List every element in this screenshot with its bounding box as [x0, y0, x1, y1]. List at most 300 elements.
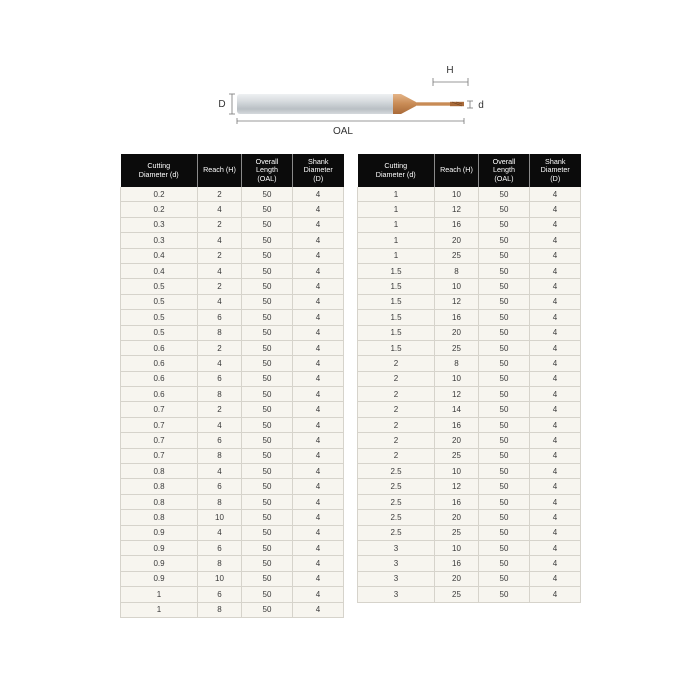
- cell-shank-diameter: 4: [530, 510, 581, 525]
- cell-reach: 8: [198, 325, 242, 340]
- cell-cutting-diameter: 0.2: [121, 187, 198, 202]
- cell-overall-length: 50: [479, 417, 530, 432]
- cell-reach: 4: [198, 263, 242, 278]
- table-row: [121, 510, 344, 525]
- table-row: [121, 540, 344, 555]
- cell-overall-length: 50: [479, 448, 530, 463]
- cell-overall-length: 50: [242, 433, 293, 448]
- cell-overall-length: 50: [242, 248, 293, 263]
- cell-overall-length: 50: [479, 263, 530, 278]
- cell-reach: 20: [435, 433, 479, 448]
- cell-shank-diameter: 4: [530, 217, 581, 232]
- table-row: [358, 494, 581, 509]
- cell-cutting-diameter: 1.5: [358, 325, 435, 340]
- cell-overall-length: 50: [479, 217, 530, 232]
- specs-table-left: [120, 154, 344, 618]
- cell-cutting-diameter: 2: [358, 433, 435, 448]
- table-row: [121, 494, 344, 509]
- table-row: [121, 233, 344, 248]
- cell-overall-length: 50: [479, 202, 530, 217]
- table-row: [121, 217, 344, 232]
- cell-cutting-diameter: 0.9: [121, 525, 198, 540]
- cell-reach: 2: [198, 340, 242, 355]
- cell-reach: 12: [435, 294, 479, 309]
- cell-overall-length: 50: [242, 279, 293, 294]
- table-row: [358, 263, 581, 278]
- cell-shank-diameter: 4: [530, 279, 581, 294]
- cell-reach: 6: [198, 310, 242, 325]
- cell-shank-diameter: 4: [293, 279, 344, 294]
- cell-reach: 8: [198, 602, 242, 617]
- table-row: [358, 402, 581, 417]
- cell-overall-length: 50: [479, 187, 530, 202]
- cell-cutting-diameter: 0.9: [121, 540, 198, 555]
- cell-overall-length: 50: [242, 494, 293, 509]
- table-row: [121, 187, 344, 202]
- cell-shank-diameter: 4: [293, 340, 344, 355]
- table-row: [358, 556, 581, 571]
- shank: [237, 94, 395, 114]
- cell-shank-diameter: 4: [530, 202, 581, 217]
- cell-shank-diameter: 4: [293, 448, 344, 463]
- cell-shank-diameter: 4: [530, 494, 581, 509]
- cell-reach: 6: [198, 433, 242, 448]
- cell-reach: 8: [198, 494, 242, 509]
- cell-cutting-diameter: 2: [358, 402, 435, 417]
- cell-overall-length: 50: [242, 325, 293, 340]
- header-reach: Reach (H): [198, 154, 242, 187]
- cell-cutting-diameter: 2: [358, 371, 435, 386]
- table-row: [121, 602, 344, 617]
- table-row: [358, 448, 581, 463]
- cell-shank-diameter: 4: [293, 248, 344, 263]
- cell-overall-length: 50: [242, 356, 293, 371]
- cell-reach: 2: [198, 187, 242, 202]
- label-D: D: [218, 99, 226, 110]
- cell-shank-diameter: 4: [530, 310, 581, 325]
- table-row: [358, 340, 581, 355]
- cell-shank-diameter: 4: [293, 356, 344, 371]
- cell-overall-length: 50: [242, 479, 293, 494]
- cell-shank-diameter: 4: [293, 464, 344, 479]
- cell-shank-diameter: 4: [293, 417, 344, 432]
- table-row: [358, 525, 581, 540]
- table-row: [358, 417, 581, 432]
- cell-overall-length: 50: [242, 340, 293, 355]
- cell-shank-diameter: 4: [530, 356, 581, 371]
- cell-cutting-diameter: 2.5: [358, 479, 435, 494]
- cell-reach: 10: [435, 187, 479, 202]
- cell-overall-length: 50: [479, 433, 530, 448]
- cell-shank-diameter: 4: [293, 587, 344, 602]
- table-row: [121, 525, 344, 540]
- table-row: [358, 248, 581, 263]
- table-row: [358, 387, 581, 402]
- cell-overall-length: 50: [242, 448, 293, 463]
- cell-cutting-diameter: 1: [121, 602, 198, 617]
- table-row: [358, 571, 581, 586]
- table-row: [121, 248, 344, 263]
- table-row: [358, 464, 581, 479]
- header-reach: Reach (H): [435, 154, 479, 187]
- header-cutting-diameter: Cutting Diameter (d): [358, 154, 435, 187]
- cell-overall-length: 50: [242, 556, 293, 571]
- cell-cutting-diameter: 1: [358, 202, 435, 217]
- header-cutting-diameter: Cutting Diameter (d): [121, 154, 198, 187]
- cell-overall-length: 50: [242, 371, 293, 386]
- cell-shank-diameter: 4: [293, 187, 344, 202]
- cell-reach: 20: [435, 325, 479, 340]
- cell-cutting-diameter: 0.5: [121, 310, 198, 325]
- cell-reach: 8: [198, 448, 242, 463]
- cell-reach: 16: [435, 217, 479, 232]
- cell-reach: 6: [198, 479, 242, 494]
- cell-cutting-diameter: 0.5: [121, 325, 198, 340]
- cell-reach: 8: [198, 387, 242, 402]
- cell-shank-diameter: 4: [293, 433, 344, 448]
- cell-shank-diameter: 4: [530, 587, 581, 602]
- cell-overall-length: 50: [242, 294, 293, 309]
- cell-reach: 8: [198, 556, 242, 571]
- cell-shank-diameter: 4: [293, 525, 344, 540]
- cell-cutting-diameter: 0.3: [121, 233, 198, 248]
- table-row: [121, 587, 344, 602]
- table-row: [121, 202, 344, 217]
- cell-overall-length: 50: [242, 571, 293, 586]
- cell-reach: 25: [435, 448, 479, 463]
- cell-shank-diameter: 4: [293, 494, 344, 509]
- cell-shank-diameter: 4: [530, 387, 581, 402]
- cell-reach: 25: [435, 525, 479, 540]
- cell-overall-length: 50: [479, 310, 530, 325]
- cell-shank-diameter: 4: [293, 325, 344, 340]
- table-row: [121, 340, 344, 355]
- cell-reach: 4: [198, 233, 242, 248]
- cell-cutting-diameter: 0.5: [121, 279, 198, 294]
- cell-overall-length: 50: [242, 417, 293, 432]
- cell-overall-length: 50: [479, 371, 530, 386]
- cell-shank-diameter: 4: [293, 294, 344, 309]
- cell-cutting-diameter: 1.5: [358, 279, 435, 294]
- cell-reach: 4: [198, 464, 242, 479]
- cell-cutting-diameter: 1.5: [358, 263, 435, 278]
- cell-shank-diameter: 4: [530, 448, 581, 463]
- cell-shank-diameter: 4: [530, 540, 581, 555]
- table-row: [358, 371, 581, 386]
- cell-shank-diameter: 4: [530, 263, 581, 278]
- cell-reach: 16: [435, 494, 479, 509]
- table-row: [358, 433, 581, 448]
- table-row: [121, 310, 344, 325]
- cell-cutting-diameter: 0.8: [121, 494, 198, 509]
- cell-overall-length: 50: [242, 464, 293, 479]
- cell-cutting-diameter: 0.8: [121, 510, 198, 525]
- cell-reach: 6: [198, 371, 242, 386]
- cell-overall-length: 50: [242, 602, 293, 617]
- cell-overall-length: 50: [242, 202, 293, 217]
- table-row: [121, 402, 344, 417]
- overall-length-dimension: [237, 118, 464, 137]
- table-row: [121, 294, 344, 309]
- cell-cutting-diameter: 1: [358, 217, 435, 232]
- coated-neck: [393, 94, 416, 114]
- cell-cutting-diameter: 2: [358, 417, 435, 432]
- cell-overall-length: 50: [479, 325, 530, 340]
- cell-reach: 2: [198, 217, 242, 232]
- neck: [416, 102, 450, 105]
- table-header-row: [121, 154, 344, 187]
- cell-reach: 12: [435, 202, 479, 217]
- cell-overall-length: 50: [242, 217, 293, 232]
- cell-reach: 8: [435, 263, 479, 278]
- cell-reach: 16: [435, 417, 479, 432]
- cell-shank-diameter: 4: [530, 325, 581, 340]
- cell-shank-diameter: 4: [293, 540, 344, 555]
- table-row: [358, 202, 581, 217]
- cell-shank-diameter: 4: [530, 417, 581, 432]
- cell-shank-diameter: 4: [293, 479, 344, 494]
- cell-overall-length: 50: [242, 540, 293, 555]
- cell-cutting-diameter: 0.3: [121, 217, 198, 232]
- cell-overall-length: 50: [242, 187, 293, 202]
- cell-reach: 20: [435, 233, 479, 248]
- cell-reach: 25: [435, 340, 479, 355]
- cell-overall-length: 50: [242, 510, 293, 525]
- end-mill-diagram: [0, 0, 700, 150]
- table-row: [358, 294, 581, 309]
- table-row: [358, 279, 581, 294]
- cell-overall-length: 50: [479, 479, 530, 494]
- table-row: [121, 417, 344, 432]
- cell-shank-diameter: 4: [293, 571, 344, 586]
- table-row: [121, 448, 344, 463]
- cell-cutting-diameter: 0.7: [121, 402, 198, 417]
- cell-cutting-diameter: 1: [358, 233, 435, 248]
- cell-shank-diameter: 4: [530, 187, 581, 202]
- cell-cutting-diameter: 0.6: [121, 371, 198, 386]
- table-row: [121, 387, 344, 402]
- cell-overall-length: 50: [479, 510, 530, 525]
- table-row: [121, 279, 344, 294]
- cell-cutting-diameter: 1: [121, 587, 198, 602]
- cell-overall-length: 50: [479, 279, 530, 294]
- cell-cutting-diameter: 0.9: [121, 556, 198, 571]
- cell-cutting-diameter: 0.8: [121, 479, 198, 494]
- table-row: [121, 464, 344, 479]
- label-H: H: [446, 65, 454, 76]
- table-row: [121, 371, 344, 386]
- cell-overall-length: 50: [242, 233, 293, 248]
- cell-shank-diameter: 4: [530, 248, 581, 263]
- cell-cutting-diameter: 1: [358, 248, 435, 263]
- cell-reach: 4: [198, 202, 242, 217]
- cell-overall-length: 50: [479, 248, 530, 263]
- cell-cutting-diameter: 2.5: [358, 525, 435, 540]
- table-row: [121, 433, 344, 448]
- cell-overall-length: 50: [242, 402, 293, 417]
- cell-overall-length: 50: [479, 387, 530, 402]
- cell-reach: 20: [435, 571, 479, 586]
- cell-cutting-diameter: 3: [358, 587, 435, 602]
- cell-cutting-diameter: 2.5: [358, 510, 435, 525]
- cell-overall-length: 50: [479, 356, 530, 371]
- cell-cutting-diameter: 1.5: [358, 340, 435, 355]
- cell-reach: 2: [198, 279, 242, 294]
- cell-reach: 2: [198, 402, 242, 417]
- header-shank-diameter: Shank Diameter (D): [293, 154, 344, 187]
- cell-reach: 6: [198, 540, 242, 555]
- cell-shank-diameter: 4: [530, 340, 581, 355]
- cell-shank-diameter: 4: [293, 387, 344, 402]
- cutting-diameter-dimension: [467, 100, 484, 111]
- table-row: [358, 217, 581, 232]
- cell-cutting-diameter: 1.5: [358, 294, 435, 309]
- cell-reach: 25: [435, 248, 479, 263]
- cell-overall-length: 50: [479, 464, 530, 479]
- table-header-row: [358, 154, 581, 187]
- cell-reach: 16: [435, 310, 479, 325]
- cell-reach: 4: [198, 356, 242, 371]
- cell-reach: 10: [198, 571, 242, 586]
- cell-shank-diameter: 4: [293, 263, 344, 278]
- cell-reach: 25: [435, 587, 479, 602]
- cell-cutting-diameter: 2.5: [358, 494, 435, 509]
- cell-overall-length: 50: [479, 571, 530, 586]
- table-row: [121, 356, 344, 371]
- cell-overall-length: 50: [242, 387, 293, 402]
- cell-overall-length: 50: [479, 556, 530, 571]
- table-row: [358, 356, 581, 371]
- cell-reach: 20: [435, 510, 479, 525]
- cell-overall-length: 50: [479, 525, 530, 540]
- cell-shank-diameter: 4: [530, 479, 581, 494]
- cell-cutting-diameter: 0.7: [121, 433, 198, 448]
- cell-overall-length: 50: [479, 340, 530, 355]
- header-shank-diameter: Shank Diameter (D): [530, 154, 581, 187]
- header-overall-length: Overall Length (OAL): [479, 154, 530, 187]
- cell-cutting-diameter: 0.2: [121, 202, 198, 217]
- cell-reach: 12: [435, 479, 479, 494]
- cell-shank-diameter: 4: [293, 510, 344, 525]
- table-row: [121, 263, 344, 278]
- table-row: [121, 325, 344, 340]
- table-row: [358, 233, 581, 248]
- cell-cutting-diameter: 0.7: [121, 417, 198, 432]
- cell-reach: 10: [435, 279, 479, 294]
- cell-shank-diameter: 4: [530, 294, 581, 309]
- table-row: [358, 587, 581, 602]
- cell-reach: 10: [198, 510, 242, 525]
- cell-overall-length: 50: [479, 233, 530, 248]
- shank-diameter-dimension: [218, 94, 235, 114]
- cell-overall-length: 50: [479, 587, 530, 602]
- cell-cutting-diameter: 0.8: [121, 464, 198, 479]
- cell-cutting-diameter: 3: [358, 540, 435, 555]
- cell-overall-length: 50: [242, 525, 293, 540]
- table-row: [358, 310, 581, 325]
- cell-shank-diameter: 4: [293, 233, 344, 248]
- cell-reach: 4: [198, 294, 242, 309]
- cell-cutting-diameter: 2.5: [358, 464, 435, 479]
- table-row: [358, 510, 581, 525]
- cell-reach: 12: [435, 387, 479, 402]
- cell-shank-diameter: 4: [293, 310, 344, 325]
- table-row: [358, 187, 581, 202]
- cell-overall-length: 50: [479, 402, 530, 417]
- cell-cutting-diameter: 1.5: [358, 310, 435, 325]
- cell-cutting-diameter: 0.7: [121, 448, 198, 463]
- cell-shank-diameter: 4: [293, 402, 344, 417]
- cell-shank-diameter: 4: [293, 202, 344, 217]
- cell-overall-length: 50: [479, 494, 530, 509]
- cell-overall-length: 50: [479, 294, 530, 309]
- cell-cutting-diameter: 0.6: [121, 387, 198, 402]
- cell-reach: 8: [435, 356, 479, 371]
- reach-dimension: [433, 65, 468, 86]
- table-row: [358, 540, 581, 555]
- specs-table-right: [357, 154, 581, 603]
- cell-shank-diameter: 4: [293, 371, 344, 386]
- cell-shank-diameter: 4: [530, 233, 581, 248]
- header-overall-length: Overall Length (OAL): [242, 154, 293, 187]
- cell-reach: 10: [435, 371, 479, 386]
- cell-cutting-diameter: 0.4: [121, 248, 198, 263]
- cell-cutting-diameter: 3: [358, 556, 435, 571]
- cell-reach: 10: [435, 540, 479, 555]
- cell-shank-diameter: 4: [530, 402, 581, 417]
- cell-cutting-diameter: 0.6: [121, 340, 198, 355]
- cell-overall-length: 50: [242, 263, 293, 278]
- table-row: [358, 479, 581, 494]
- cell-cutting-diameter: 2: [358, 356, 435, 371]
- cell-shank-diameter: 4: [530, 371, 581, 386]
- label-OAL: OAL: [332, 126, 354, 137]
- cell-shank-diameter: 4: [293, 217, 344, 232]
- cell-reach: 16: [435, 556, 479, 571]
- cell-cutting-diameter: 0.6: [121, 356, 198, 371]
- cell-cutting-diameter: 0.9: [121, 571, 198, 586]
- cell-reach: 2: [198, 248, 242, 263]
- cell-shank-diameter: 4: [530, 571, 581, 586]
- cell-cutting-diameter: 2: [358, 448, 435, 463]
- cell-shank-diameter: 4: [530, 464, 581, 479]
- end-mill-tool: [237, 94, 464, 114]
- cell-reach: 4: [198, 525, 242, 540]
- table-row: [121, 479, 344, 494]
- cell-shank-diameter: 4: [530, 556, 581, 571]
- table-row: [121, 571, 344, 586]
- cell-cutting-diameter: 3: [358, 571, 435, 586]
- cell-reach: 14: [435, 402, 479, 417]
- label-d: d: [478, 100, 484, 111]
- cell-shank-diameter: 4: [530, 525, 581, 540]
- table-row: [358, 325, 581, 340]
- cell-cutting-diameter: 2: [358, 387, 435, 402]
- cell-reach: 10: [435, 464, 479, 479]
- cell-overall-length: 50: [242, 310, 293, 325]
- cell-cutting-diameter: 0.5: [121, 294, 198, 309]
- cell-shank-diameter: 4: [293, 602, 344, 617]
- cell-overall-length: 50: [479, 540, 530, 555]
- cell-reach: 4: [198, 417, 242, 432]
- cell-cutting-diameter: 1: [358, 187, 435, 202]
- cell-overall-length: 50: [242, 587, 293, 602]
- cell-reach: 6: [198, 587, 242, 602]
- table-row: [121, 556, 344, 571]
- cell-cutting-diameter: 0.4: [121, 263, 198, 278]
- cell-shank-diameter: 4: [530, 433, 581, 448]
- cell-shank-diameter: 4: [293, 556, 344, 571]
